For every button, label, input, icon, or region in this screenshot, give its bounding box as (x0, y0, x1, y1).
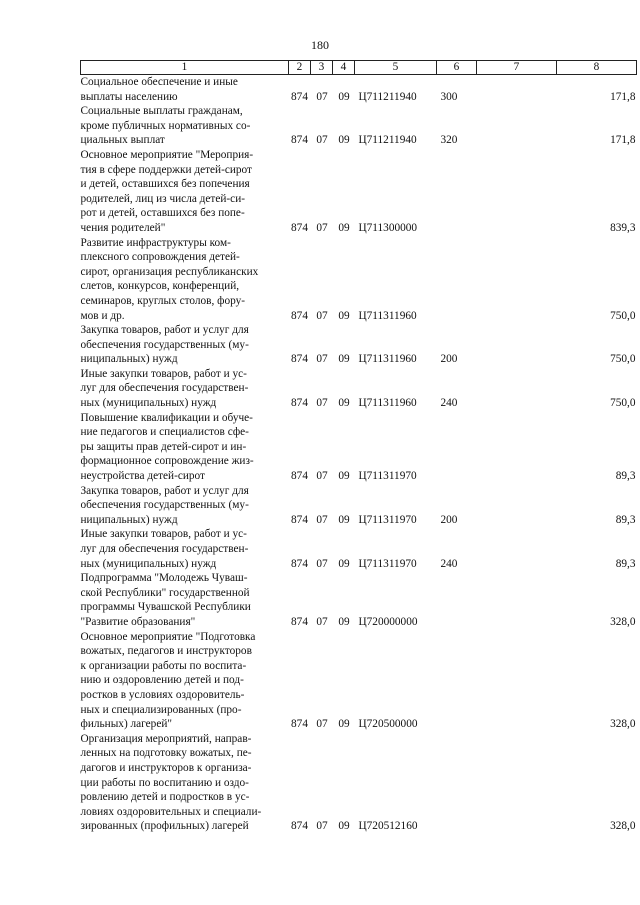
amount: 171,8 (610, 90, 636, 103)
ministry-code: 874 (291, 470, 308, 483)
column-7-value (477, 630, 557, 732)
description-line: фильных) лагерей" (80, 718, 172, 731)
row-description (81, 148, 289, 236)
description-line: программы Чувашской Республики (80, 601, 251, 614)
description-line: рот и детей, оставшихся без попе- (80, 207, 245, 220)
description-line: ростков в условиях оздоровитель- (80, 688, 245, 701)
row-description (81, 527, 289, 571)
description-line: ных и специализированных (про- (80, 703, 242, 716)
ministry-code: 874 (291, 221, 308, 234)
description-line: слетов, конкурсов, конференций, (80, 280, 240, 293)
amount: 171,8 (610, 134, 636, 147)
amount: 839,3 (610, 221, 636, 234)
column-7-value (477, 367, 557, 411)
ministry-code: 874 (291, 718, 308, 731)
target-article-code: Ц711311960 (358, 309, 417, 322)
ministry-code: 874 (291, 134, 308, 147)
row-description (81, 323, 289, 367)
amount: 750,0 (610, 309, 636, 322)
subsection-code: 09 (338, 513, 350, 526)
column-header-7: 7 (477, 61, 557, 75)
description-line: луг для обеспечения государствен- (80, 382, 249, 395)
description-line: семинаров, круглых столов, фору- (80, 294, 246, 307)
description-line: и детей, оставшихся без попечения (80, 178, 250, 191)
table-row (81, 367, 637, 411)
column-header-3: 3 (311, 61, 333, 75)
description-line: ниципальных) нужд (80, 513, 178, 526)
description-line: родителей, лиц из числа детей-си- (80, 192, 246, 205)
expense-type-code: 240 (440, 557, 458, 570)
target-article-code: Ц711311970 (358, 513, 417, 526)
description-line: нию и оздоровлению детей и под- (80, 674, 244, 687)
description-line: ровлению детей и подростков в ус- (80, 791, 250, 804)
amount: 750,0 (610, 353, 636, 366)
subsection-code: 09 (338, 221, 350, 234)
column-7-value (477, 571, 557, 629)
description-line: обеспечения государственных (му- (80, 338, 249, 351)
section-code: 07 (316, 557, 328, 570)
expense-type-code (437, 411, 477, 484)
expense-type-code: 200 (440, 513, 458, 526)
description-line: луг для обеспечения государствен- (80, 543, 249, 555)
subsection-code: 09 (338, 134, 350, 147)
description-line: "Развитие образования" (80, 615, 196, 628)
column-7-value (477, 323, 557, 367)
ministry-code: 874 (291, 820, 308, 833)
target-article-code: Ц711300000 (358, 221, 418, 234)
amount: 750,0 (610, 397, 636, 410)
description-line: ловиях оздоровительных и специали- (80, 805, 262, 818)
table-row (81, 323, 637, 367)
description-line: Основное мероприятие "Подготовка (80, 630, 256, 643)
table-row (81, 527, 637, 571)
expense-type-code: 200 (440, 353, 458, 366)
column-header-5: 5 (355, 61, 437, 75)
description-line: Основное мероприятие "Мероприя- (80, 148, 254, 161)
column-header-4: 4 (333, 61, 355, 75)
column-7-value (477, 411, 557, 484)
expense-type-code (437, 630, 477, 732)
target-article-code: Ц711211940 (358, 134, 417, 147)
budget-table (80, 60, 637, 834)
description-line: тия в сфере поддержки детей-сирот (80, 163, 252, 176)
amount: 328,0 (610, 615, 636, 628)
table-row (81, 571, 637, 629)
target-article-code: Ц720512160 (358, 820, 418, 833)
column-header-2: 2 (289, 61, 311, 75)
row-description (81, 236, 289, 324)
amount: 328,0 (610, 820, 636, 833)
section-code: 07 (316, 134, 328, 147)
ministry-code: 874 (291, 557, 308, 570)
subsection-code: 09 (338, 470, 350, 483)
row-description (81, 104, 289, 148)
description-line: Социальные выплаты гражданам, (80, 105, 243, 118)
ministry-code: 874 (291, 309, 308, 322)
section-code: 07 (316, 513, 328, 526)
subsection-code: 09 (338, 90, 350, 103)
section-code: 07 (316, 221, 328, 234)
section-code: 07 (316, 615, 328, 628)
row-description (81, 75, 289, 105)
table-row (81, 630, 637, 732)
ministry-code: 874 (291, 90, 308, 103)
subsection-code: 09 (338, 718, 350, 731)
ministry-code: 874 (291, 353, 308, 366)
subsection-code: 09 (338, 397, 350, 410)
section-code: 07 (316, 90, 328, 103)
row-description (81, 367, 289, 411)
table-row (81, 732, 637, 834)
section-code: 07 (316, 309, 328, 322)
row-description (81, 411, 289, 484)
description-line: Подпрограмма "Молодежь Чуваш- (80, 572, 248, 585)
description-line: дагогов и инструкторов к организа- (80, 761, 252, 774)
expense-type-code (437, 236, 477, 324)
target-article-code: Ц711211940 (358, 90, 417, 103)
row-description (81, 732, 289, 834)
column-header-1: 1 (81, 61, 289, 75)
description-line: циальных выплат (80, 134, 165, 147)
subsection-code: 09 (338, 309, 350, 322)
ministry-code: 874 (291, 397, 308, 410)
description-line: Организация мероприятий, направ- (80, 732, 252, 745)
section-code: 07 (316, 353, 328, 366)
table-row (81, 75, 637, 105)
table-row (81, 236, 637, 324)
description-line: Иные закупки товаров, работ и ус- (80, 367, 247, 380)
row-description (81, 484, 289, 528)
amount: 89,3 (615, 557, 636, 570)
row-description (81, 571, 289, 629)
subsection-code: 09 (338, 353, 350, 366)
description-line: Иные закупки товаров, работ и ус- (80, 528, 247, 541)
column-7-value (477, 236, 557, 324)
description-line: формационное сопровождение жиз- (80, 455, 254, 468)
description-line: выплаты населению (80, 90, 178, 103)
expense-type-code (437, 732, 477, 834)
description-line: Закупка товаров, работ и услуг для (80, 324, 249, 337)
description-line: кроме публичных нормативных со- (80, 119, 251, 132)
description-line: вожатых, педагогов и инструкторов (80, 645, 252, 658)
column-7-value (477, 104, 557, 148)
section-code: 07 (316, 718, 328, 731)
target-article-code: Ц711311960 (358, 397, 417, 410)
section-code: 07 (316, 470, 328, 483)
description-line: ры защиты прав детей-сирот и ин- (80, 440, 247, 453)
expense-type-code (437, 148, 477, 236)
expense-type-code: 320 (440, 134, 458, 147)
description-line: мов и др. (80, 309, 125, 322)
subsection-code: 09 (338, 615, 350, 628)
description-line: зированных (профильных) лагерей (80, 820, 249, 833)
column-7-value (477, 527, 557, 571)
description-line: неустройства детей-сирот (80, 470, 205, 483)
description-line: Социальное обеспечение и иные (80, 76, 238, 88)
expense-type-code: 300 (440, 90, 458, 103)
column-header-6: 6 (437, 61, 477, 75)
column-header-8: 8 (557, 61, 637, 75)
column-7-value (477, 484, 557, 528)
amount: 328,0 (610, 718, 636, 731)
description-line: Закупка товаров, работ и услуг для (80, 484, 249, 497)
section-code: 07 (316, 820, 328, 833)
column-header-row (81, 61, 637, 75)
table-row (81, 104, 637, 148)
description-line: ниципальных) нужд (80, 353, 178, 366)
description-line: Развитие инфраструктуры ком- (80, 236, 231, 249)
column-7-value (477, 148, 557, 236)
column-7-value (477, 75, 557, 105)
subsection-code: 09 (338, 820, 350, 833)
subsection-code: 09 (338, 557, 350, 570)
target-article-code: Ц711311970 (358, 557, 417, 570)
target-article-code: Ц711311960 (358, 353, 417, 366)
ministry-code: 874 (291, 615, 308, 628)
description-line: ние педагогов и специалистов сфе- (80, 426, 249, 439)
table-body (81, 75, 637, 834)
description-line: ленных на подготовку вожатых, пе- (80, 747, 252, 760)
description-line: сирот, организация республиканских (80, 265, 259, 278)
target-article-code: Ц720500000 (358, 718, 418, 731)
target-article-code: Ц711311970 (358, 470, 417, 483)
description-line: обеспечения государственных (му- (80, 499, 249, 512)
description-line: к организации работы по воспита- (80, 659, 247, 672)
amount: 89,3 (615, 513, 636, 526)
ministry-code: 874 (291, 513, 308, 526)
table-row (81, 148, 637, 236)
amount: 89,3 (615, 470, 636, 483)
section-code: 07 (316, 397, 328, 410)
description-line: Повышение квалификации и обуче- (80, 411, 253, 424)
page-number: 180 (311, 38, 329, 52)
description-line: плексного сопровождения детей- (80, 251, 240, 264)
column-7-value (477, 732, 557, 834)
table-row (81, 411, 637, 484)
description-line: чения родителей" (80, 221, 166, 234)
expense-type-code (437, 571, 477, 629)
row-description (81, 630, 289, 732)
description-line: ных (муниципальных) нужд (80, 397, 217, 410)
description-line: ской Республики" государственной (80, 586, 250, 599)
description-line: ных (муниципальных) нужд (80, 557, 217, 570)
target-article-code: Ц720000000 (358, 615, 418, 628)
description-line: ции работы по воспитанию и оздо- (80, 776, 249, 789)
expense-type-code: 240 (440, 397, 458, 410)
table-row (81, 484, 637, 528)
